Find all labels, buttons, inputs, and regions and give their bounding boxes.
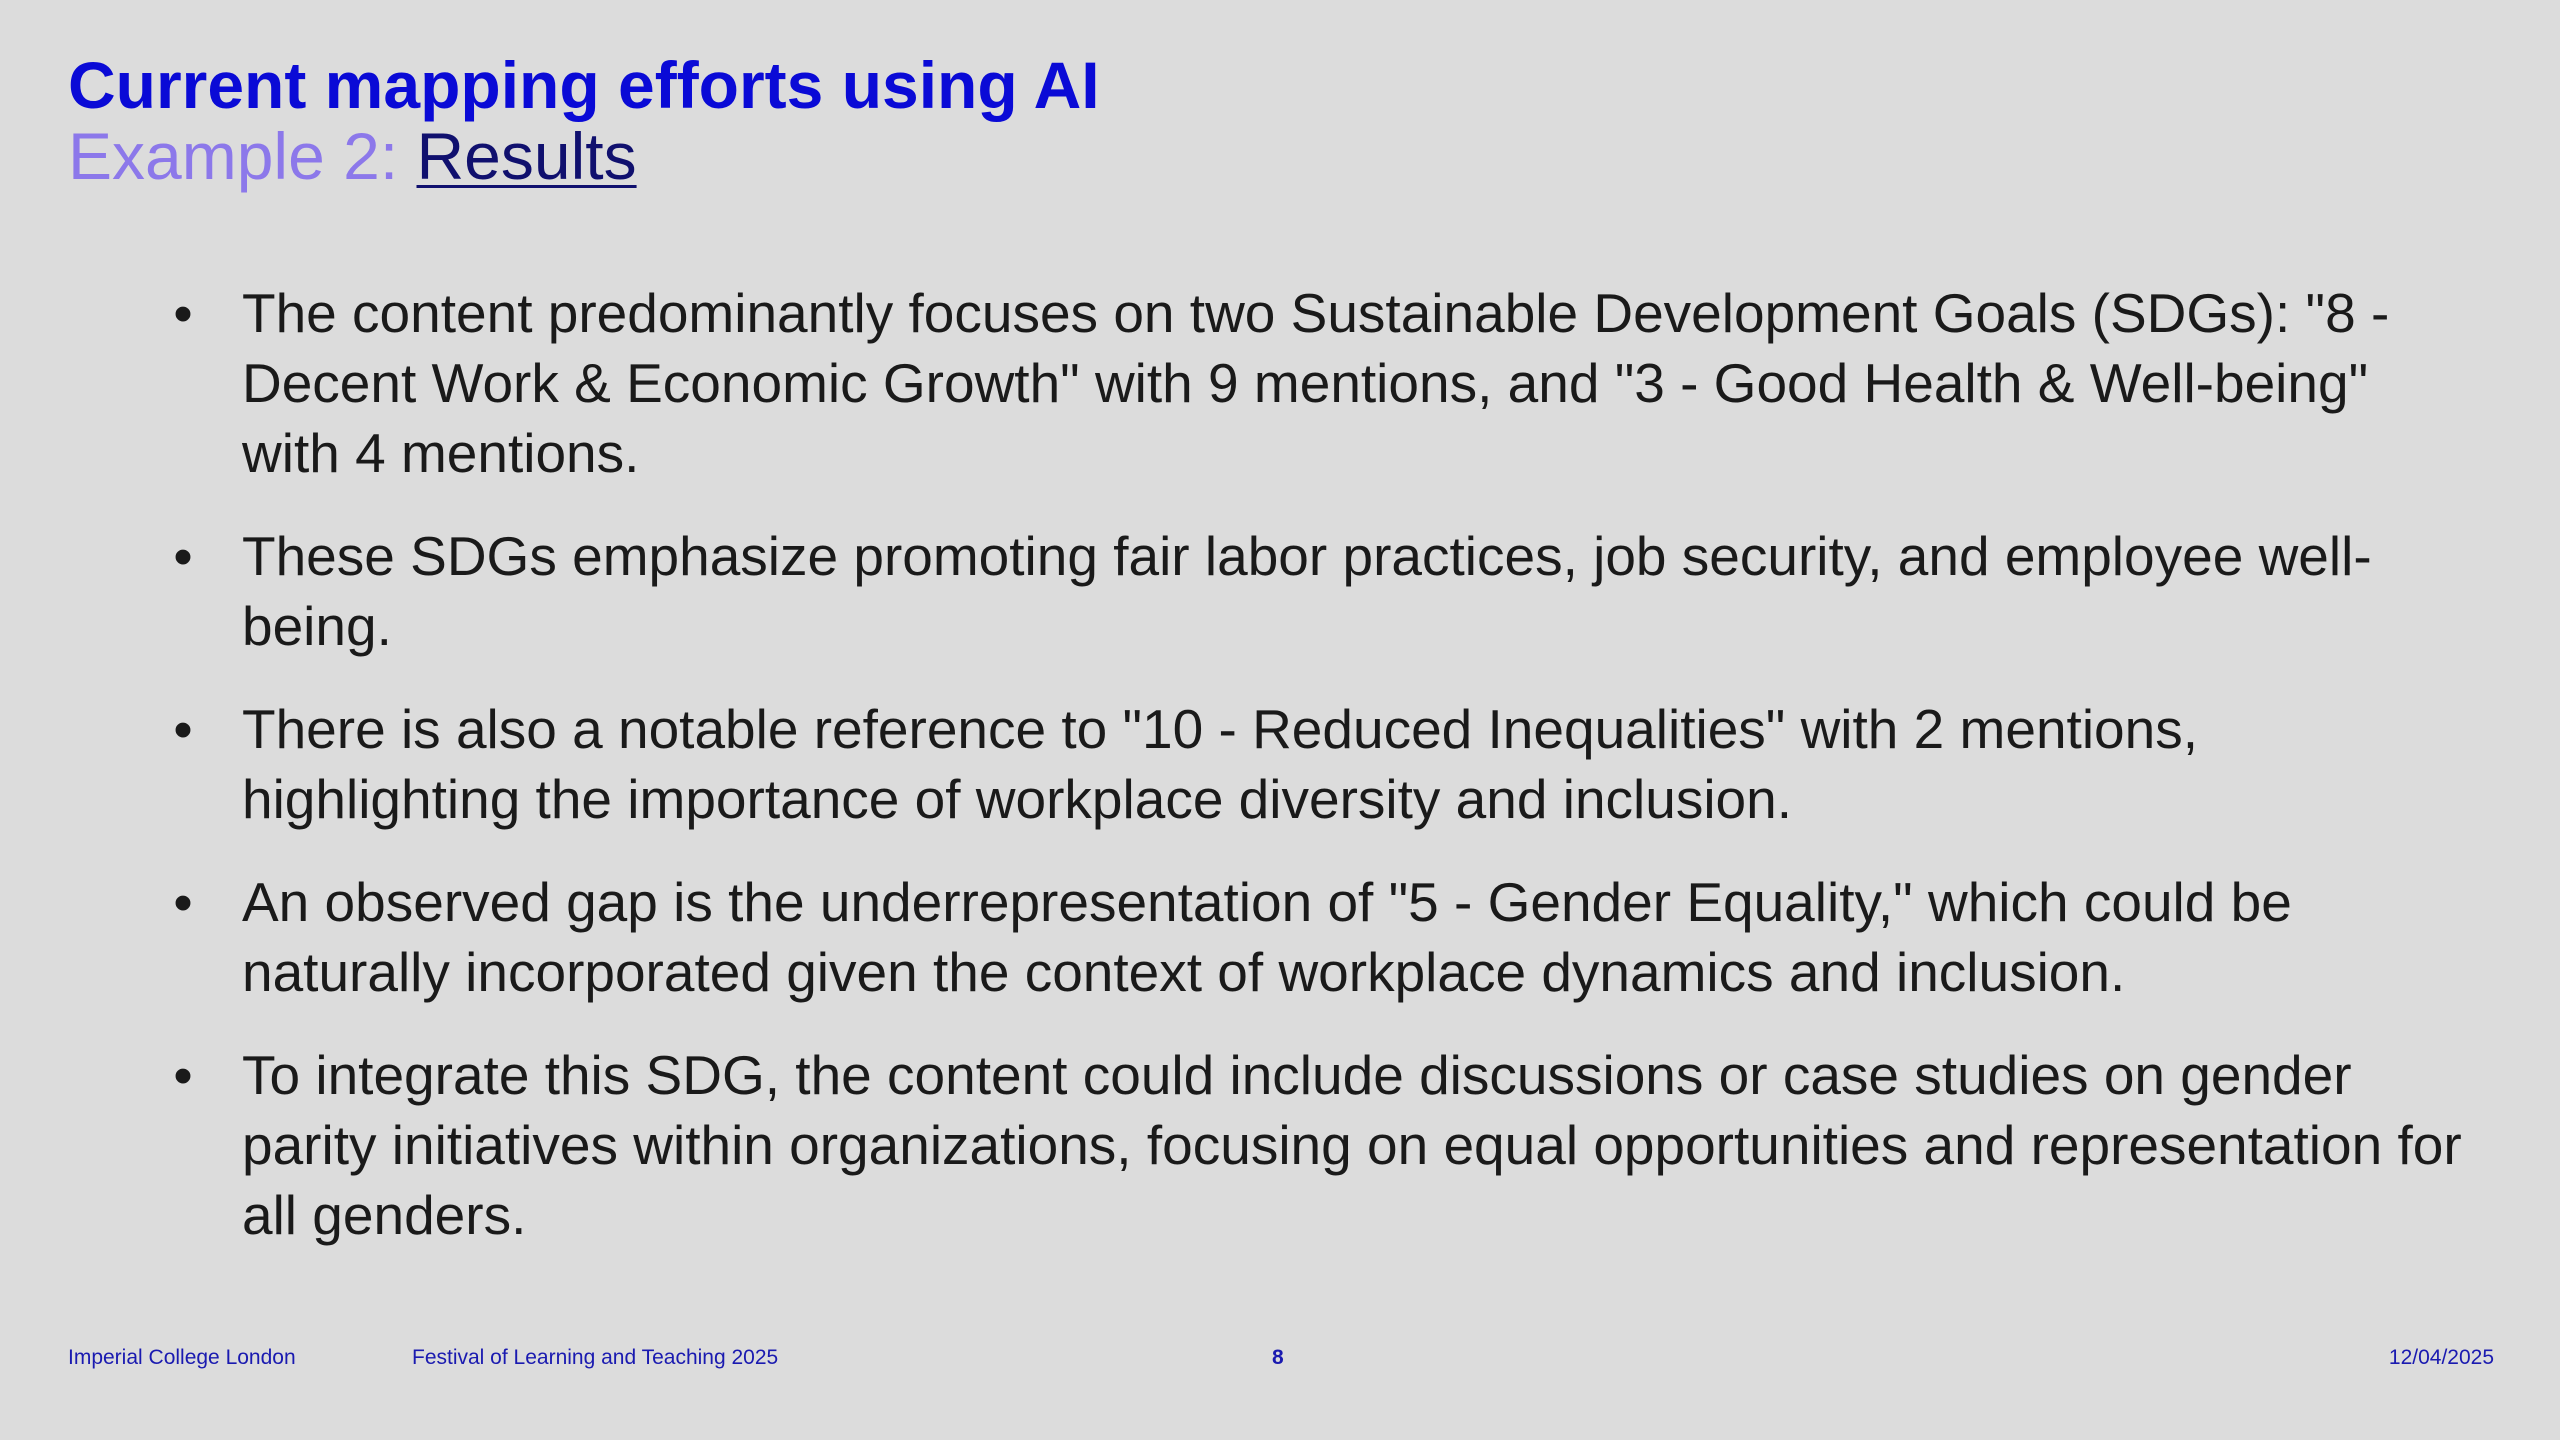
bullet-item-1: [168, 278, 2468, 488]
bullet-item-3: [168, 694, 2468, 834]
bullet-text: There is also a notable reference to "10 - Reduced Inequalities" with 2 mentions, highlighting the importance of workplace diversity and inclusion.: [242, 698, 2198, 830]
results-link[interactable]: Results: [416, 119, 637, 193]
bullet-item-2: [168, 521, 2468, 661]
bullet-marker: •: [173, 871, 193, 933]
bullet-text: These SDGs emphasize promoting fair labor practices, job security, and employee well-being.: [242, 525, 2372, 657]
subtitle-prefix: Example 2:: [68, 119, 417, 193]
footer-event: Festival of Learning and Teaching 2025: [412, 1346, 779, 1369]
bullet-text: An observed gap is the underrepresentation of "5 - Gender Equality," which could be naturally incorporated given the context of workplace dynamics and inclusion.: [242, 871, 2292, 1003]
bullet-marker: •: [173, 698, 193, 760]
bullet-marker: •: [173, 282, 193, 344]
bullet-text: To integrate this SDG, the content could include discussions or case studies on gender parity initiatives within organizations, focusing on equal opportunities and representation for all genders.: [242, 1044, 2462, 1246]
slide-subtitle: [68, 120, 1100, 192]
bullet-item-5: [168, 1040, 2468, 1250]
bullet-item-4: [168, 867, 2468, 1007]
footer-date: 12/04/2025: [2388, 1346, 2494, 1369]
bullet-marker: •: [173, 1044, 193, 1106]
bullet-text: The content predominantly focuses on two Sustainable Development Goals (SDGs): "8 - Decent Work & Economic Growth" with 9 mentions, and "3 - Good Health & Well-being" with 4 mentions.: [242, 282, 2390, 484]
slide-title: Current mapping efforts using AI: [68, 48, 1100, 122]
page-number: 8: [1272, 1346, 1284, 1369]
footer-institution: Imperial College London: [68, 1346, 296, 1369]
bullet-marker: •: [173, 525, 193, 587]
title-block: [68, 50, 1100, 192]
bullet-list: [168, 278, 2468, 1283]
